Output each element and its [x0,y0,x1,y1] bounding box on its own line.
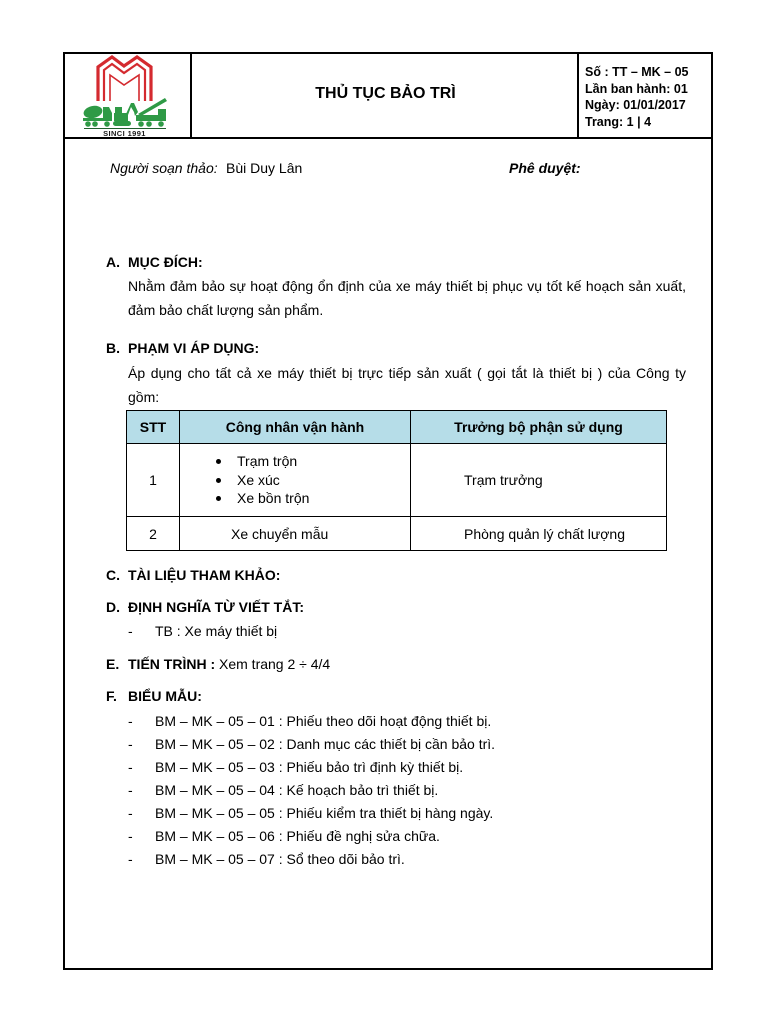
list-marker: - [128,828,133,844]
table-cell-operator: Xe chuyển mẫu [180,517,411,551]
revision-number: Lần ban hành: 01 [585,81,688,96]
section-c-heading: TÀI LIỆU THAM KHẢO: [128,567,281,583]
issue-date: Ngày: 01/01/2017 [585,98,686,113]
section-b-text-line: Áp dụng cho tất cả xe máy thiết bị trực tiếp sản xuất ( gọi tắt là thiết bị ) của Công ty [128,365,686,381]
list-marker: - [128,736,133,752]
list-item [128,733,688,756]
list-text: BM – MK – 05 – 03 : Phiếu bảo trì định kỳ thiết bị. [155,759,464,775]
bullet-list-item: Xe xúc [180,471,410,490]
list-item [128,825,688,848]
company-logo [63,52,191,138]
drafter-label: Người soạn thảo: [110,160,218,176]
list-marker: - [128,713,133,729]
list-text: BM – MK – 05 – 02 : Danh mục các thiết bị cần bảo trì. [155,736,496,752]
bullet-list-item: Trạm trộn [180,452,410,471]
table-header-operator: Công nhân vận hành [180,411,411,444]
list-text: BM – MK – 05 – 06 : Phiếu đề nghị sửa chữa. [155,828,440,844]
list-item [128,848,688,871]
table-header-stt: STT [127,411,180,444]
table-cell-manager: Phòng quản lý chất lượng [411,517,667,551]
table-cell-operators [180,444,411,517]
list-item [128,802,688,825]
list-item [128,756,688,779]
table-header-row [127,411,667,444]
abbreviation-list [128,620,688,643]
logo-mixer-truck-icon [82,104,112,127]
section-a-heading: MỤC ĐÍCH: [128,254,203,270]
table-cell-stt: 2 [127,517,180,551]
section-f-heading: BIỂU MẪU: [128,688,202,704]
page-number: Trang: 1 | 4 [585,114,652,129]
drafter-name: Bùi Duy Lân [226,160,303,176]
logo-m-mark-icon [98,57,151,101]
document-title: THỦ TỤC BẢO TRÌ [315,85,456,102]
section-b-text-line: gồm: [128,389,160,405]
list-marker: - [128,782,133,798]
list-marker: - [128,805,133,821]
doc-number: Số : TT – MK – 05 [585,65,689,79]
table-row [127,517,667,551]
table-header-manager: Trưởng bộ phận sử dụng [411,411,667,444]
list-item [128,620,688,643]
logo-since-text: SINCI 1991 [103,129,146,138]
section-b-letter: B. [106,340,120,356]
list-text: BM – MK – 05 – 05 : Phiếu kiểm tra thiết bị hàng ngày. [155,805,494,821]
section-e-text: Xem trang 2 ÷ 4/4 [219,656,331,672]
approver-label: Phê duyệt: [509,160,581,176]
table-row [127,444,667,517]
list-marker: - [128,623,133,639]
logo-excavator-icon [113,103,138,126]
list-text: BM – MK – 05 – 04 : Kế hoạch bảo trì thiết bị. [155,782,439,798]
section-e-line [128,655,330,673]
list-marker: - [128,851,133,867]
section-a-text-line: Nhằm đảm bảo sự hoạt động ổn định của xe máy thiết bị phục vụ tốt kế hoạch sản xuất, [128,278,686,294]
section-f-letter: F. [106,688,117,704]
section-a-text-line: đảm bảo chất lượng sản phẩm. [128,302,324,318]
logo-crane-truck-icon [136,98,167,127]
doc-info-block [585,64,689,130]
list-text: BM – MK – 05 – 01 : Phiếu theo dõi hoạt động thiết bị. [155,713,492,729]
form-list [128,710,688,871]
section-e-letter: E. [106,656,120,672]
section-d-letter: D. [106,599,120,615]
section-a-letter: A. [106,254,120,270]
list-item [128,779,688,802]
section-b-heading: PHẠM VI ÁP DỤNG: [128,340,260,356]
list-text: BM – MK – 05 – 07 : Sổ theo dõi bảo trì. [155,851,405,867]
section-e-heading: TIẾN TRÌNH : [128,656,216,672]
table-cell-stt: 1 [127,444,180,517]
list-text: TB : Xe máy thiết bị [155,623,278,639]
list-marker: - [128,759,133,775]
section-d-heading: ĐỊNH NGHĨA TỪ VIẾT TẮT: [128,599,304,615]
bullet-list-item: Xe bồn trộn [180,489,410,508]
list-item [128,710,688,733]
scope-table [126,410,667,551]
section-c-letter: C. [106,567,120,583]
table-cell-manager: Trạm trưởng [411,444,667,517]
